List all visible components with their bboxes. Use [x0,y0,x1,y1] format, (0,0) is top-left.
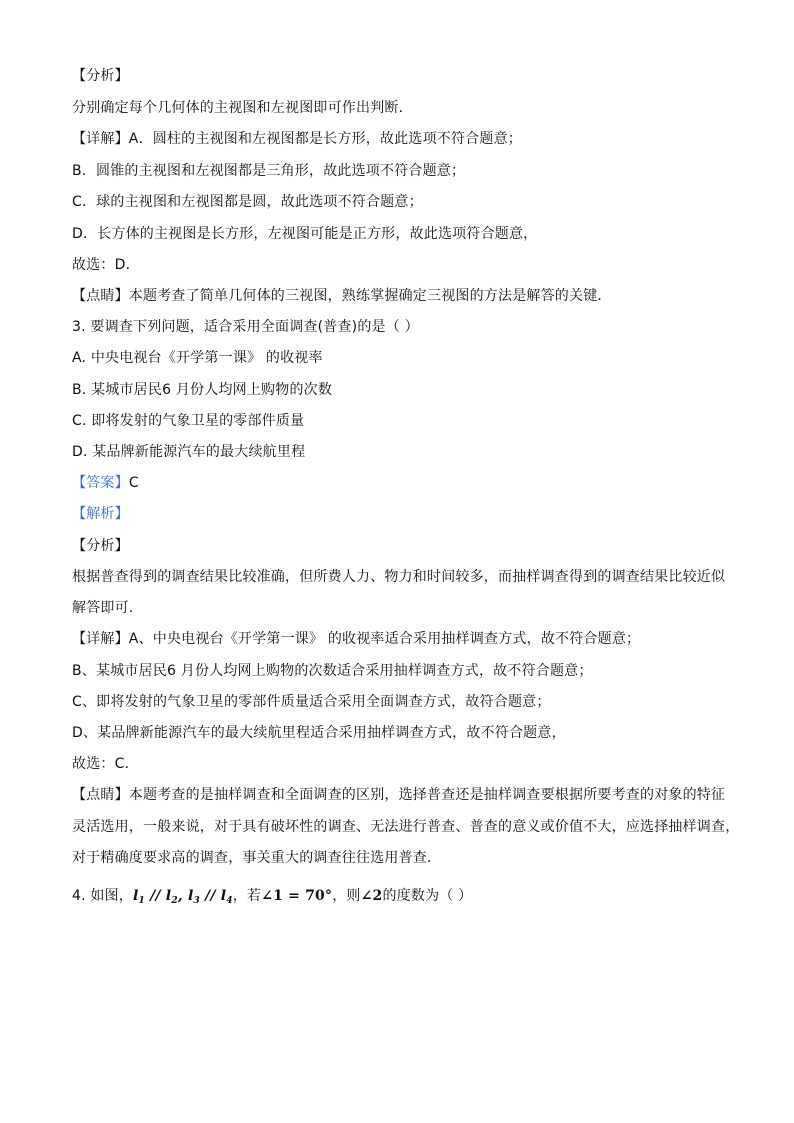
paragraph: 【详解】A．圆柱的主视图和左视图都是长方形，故此选项不符合题意； [72,131,522,147]
paragraph: D、某品牌新能源汽车的最大续航里程适合采用抽样调查方式，故不符合题意， [72,725,566,741]
subscript: 3 [193,896,200,906]
option-d: D. 某品牌新能源汽车的最大续航里程 [72,444,306,460]
analysis-heading: 【分析】 [72,68,129,84]
question-4-suffix: 的度数为（ ） [382,888,473,904]
angle-2: ∠2 [360,888,383,904]
angle-1-value: ∠1 = 70° [261,888,333,904]
paragraph: 【详解】A、中央电视台《开学第一课》 的收视率适合采用抽样调查方式，故不符合题意； [72,631,641,647]
paragraph: 【点睛】本题考查了简单几何体的三视图，熟练掌握确定三视图的方法是解答的关键． [72,288,612,304]
paragraph: C．球的主视图和左视图都是圆，故此选项不符合题意； [72,194,423,210]
question-4-prefix: 4. 如图， [72,888,134,904]
paragraph: B．圆锥的主视图和左视图都是三角形，故此选项不符合题意； [72,163,466,179]
answer-label: 【答案】 [72,475,129,491]
paragraph: 解答即可． [72,600,143,616]
subscript: 4 [226,896,233,906]
question-4-mid2: ，则 [332,888,361,904]
paragraph: B、某城市居民6 月份人均网上购物的次数适合采用抽样调查方式，故不符合题意； [72,663,593,679]
line-l: l [220,888,227,904]
subscript: 1 [138,896,146,906]
line-l: l [165,888,172,904]
analysis-heading: 【分析】 [72,538,129,554]
comma: , [177,888,188,904]
parallel-sign: // [199,888,221,904]
option-c: C. 即将发射的气象卫星的零部件质量 [72,413,305,429]
paragraph: 故选：C． [72,756,139,772]
paragraph: 分别确定每个几何体的主视图和左视图即可作出判断． [72,100,413,116]
parallel-condition [133,888,233,904]
paragraph: 对于精确度要求高的调查，事关重大的调查往往选用普查． [72,850,442,866]
paragraph: D．长方体的主视图是长方形，左视图可能是正方形，故此选项符合题意， [72,226,538,242]
question-4-mid: ，若 [232,888,262,904]
answer-value: C [128,475,139,491]
option-a: A. 中央电视台《开学第一课》 的收视率 [72,350,323,366]
explanation-label: 【解析】 [72,506,129,522]
question-3: 3. 要调查下列问题，适合采用全面调查(普查)的是（ ） [72,319,419,335]
question-4 [72,887,472,910]
paragraph: 故选：D． [72,257,140,273]
paragraph: C、即将发射的气象卫星的零部件质量适合采用全面调查方式，故符合题意； [72,694,551,710]
parallel-sign: // [145,888,166,904]
option-b: B. 某城市居民6 月份人均网上购物的次数 [72,382,333,398]
paragraph: 【点睛】本题考查的是抽样调查和全面调查的区别，选择普查还是抽样调查要根据所要考查的对象的特征 [72,787,726,803]
paragraph: 灵活选用，一般来说，对于具有破坏性的调查、无法进行普查、普查的意义或价值不大，应选择抽样调查， [72,819,740,835]
paragraph: 根据普查得到的调查结果比较准确，但所费人力、物力和时间较多，而抽样调查得到的调查结果比较近似 [72,569,726,585]
line-l: l [187,888,194,904]
answer-line [72,474,139,492]
subscript: 2 [171,896,178,906]
line-l: l [133,888,139,904]
